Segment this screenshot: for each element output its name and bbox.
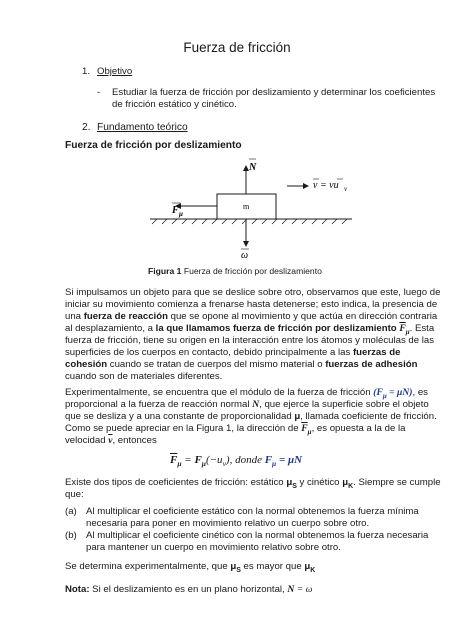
list-a-label: (a) [65,506,77,517]
objective-line-1: Estudiar la fuerza de fricción por deslizamiento y determinar los coeficientes [112,87,436,98]
p1-line-4: al desplazamiento, a la que llamamos fuerza de fricción por deslizamiento $\overline{F}_\mu$. Esta [65,323,435,336]
p3-line-1: Existe dos tipos de coeficientes de fricción: estático $\mu_S$ y cinético $\mu_K$. Siempre se cumple [65,477,441,490]
friction-equation: $\overline{F}_\mu = F_\mu(-u_v)$, donde $F_\mu = \mu N$ [170,454,303,469]
p1-line-8: cuando son de materiales diferentes. [65,371,223,382]
p1-line-7: cohesión cuando se tratan de cuerpos del mismo material o fuerzas de adhesión [65,359,418,370]
p2-line-3: que se desliza y a una constante de proporcionalidad μ, llamada coeficiente de fricción. [65,411,437,422]
ground-hatching [152,219,347,224]
friction-definition: la que llamamos fuerza de fricción por deslizamiento [155,323,400,334]
objective-line-2: de fricción estático y cinético. [112,99,237,110]
velocity-label: v = vu [313,180,339,191]
normal-label: N [249,162,257,173]
p2-line-2: proporcional a la fuerza de reacción normal N, que ejerce la superficie sobre el objeto [65,399,429,410]
figure-caption [148,266,322,276]
page-title: Fuerza de fricción [183,40,291,55]
p4-line: Se determina experimentalmente, que $\mu_S$ es mayor que $\mu_K$ [65,561,316,574]
block-label: m [243,202,250,211]
weight-label: ω [241,250,249,261]
p2-line-4: Como se puede apreciar en la Figura 1, la dirección de $\overline{F}_\mu$, es opuesta a la de la [65,423,406,436]
section-1-heading: Objetivo [97,66,133,77]
caption-label: Figura 1 [148,266,182,276]
p1-line-2: iniciar su movimiento comienza a frenarse hasta detenerse; esto indica, la presencia de [65,299,438,310]
p1-line-1: Si impulsamos un objeto para que se deslice sobre otro, observamos que este, luego de [65,287,441,298]
section-2-subheading: Fuerza de fricción por deslizamiento [65,140,242,151]
p3-line-2: que: [65,489,84,500]
list-a-line-2: necesaria para poner en movimiento relativo un cuerpo sobre otro. [86,518,370,529]
p1-line-6: superficies de los cuerpos en contacto, debido principalmente a las fuerzas de [65,347,401,358]
friction-subscript: μ [179,210,183,218]
p2-line-5: velocidad $\overline{v}$, entonces [65,435,157,446]
caption-text: Fuerza de fricción por deslizamiento [181,266,322,276]
friction-label: F [172,205,179,216]
section-1-number: 1. [82,66,91,77]
p1-line-5: fuerza de fricción, tiene su origen en la interacción entre los átomos y moléculas de las [65,335,435,346]
section-2-heading: Fundamento teórico [97,122,188,133]
friction-figure [0,150,474,270]
list-b-label: (b) [65,530,77,541]
list-a-line-1: Al multiplicar el coeficiente estático con la normal obtenemos la fuerza mínima [86,506,419,517]
note-line: Nota: Si el deslizamiento es en un plano horizontal, N = ω [65,584,313,595]
note-label: Nota: [65,584,90,595]
list-b-line-2: para mantener un cuerpo en movimiento relativo sobre otro. [86,542,341,553]
section-2-number: 2. [82,122,91,133]
p1-line-3: una fuerza de reacción que se opone al movimiento y que actúa en dirección contraria [65,311,438,322]
objective-bullet: - [97,87,101,98]
p2-line-1: Experimentalmente, se encuentra que el módulo de la fuerza de fricción $(F_\mu = \mu N)$, es [65,387,428,400]
velocity-subscript: v [344,185,348,193]
reaction-force-term: fuerza de reacción [83,311,168,322]
list-b-line-1: Al multiplicar el coeficiente cinético con la normal obtenemos la fuerza necesaria [86,530,429,541]
